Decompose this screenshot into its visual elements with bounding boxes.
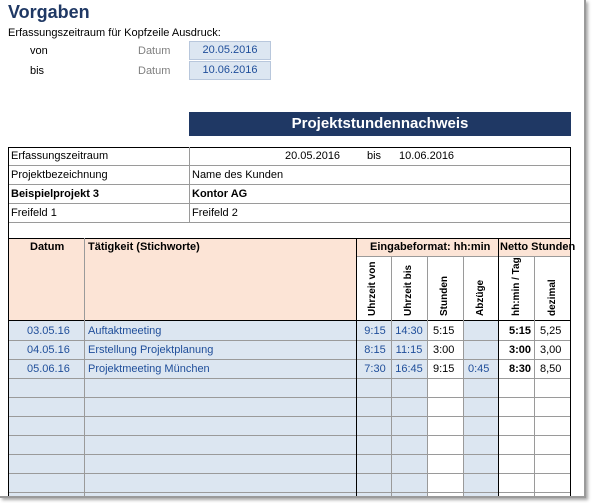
col-stunden: Stunden xyxy=(439,276,450,316)
row-datum[interactable]: 03.05.16 xyxy=(27,325,70,337)
col-abzuege: Abzüge xyxy=(475,279,486,316)
row-von[interactable]: 7:30 xyxy=(364,363,386,375)
row-datum[interactable]: 04.05.16 xyxy=(27,344,70,356)
erfassung-start: 20.05.2016 xyxy=(285,150,341,162)
projekt-name[interactable]: Beispielprojekt 3 xyxy=(11,188,100,200)
col-netto: Netto Stunden xyxy=(500,241,576,253)
row-hhmin: 8:30 xyxy=(508,363,531,375)
row-taetigkeit[interactable]: Erstellung Projektplanung xyxy=(88,344,214,356)
projektbezeichnung-label: Projektbezeichnung xyxy=(11,169,108,181)
bis-date-input[interactable]: 10.06.2016 xyxy=(189,61,271,80)
row-dezimal: 5,25 xyxy=(540,325,562,337)
col-dezimal: dezimal xyxy=(547,279,558,316)
row-hhmin: 3:00 xyxy=(508,344,531,356)
row-datum[interactable]: 05.06.16 xyxy=(27,363,70,375)
bis-label: bis xyxy=(30,65,45,77)
kunde-name[interactable]: Kontor AG xyxy=(192,188,248,200)
row-bis[interactable]: 11:15 xyxy=(395,344,423,356)
col-datum: Datum xyxy=(30,241,65,253)
erfassung-bis: bis xyxy=(367,150,382,162)
row-taetigkeit[interactable]: Projektmeeting München xyxy=(88,363,210,375)
row-stunden: 9:15 xyxy=(433,363,455,375)
col-uhrzeit-von: Uhrzeit von xyxy=(367,261,378,316)
col-taetigkeit: Tätigkeit (Stichworte) xyxy=(88,241,200,253)
kunde-label: Name des Kunden xyxy=(192,169,284,181)
datum-label-von: Datum xyxy=(138,45,171,57)
erfassungszeitraum-label: Erfassungszeitraum xyxy=(11,150,109,162)
row-bis[interactable]: 16:45 xyxy=(395,363,423,375)
col-uhrzeit-bis: Uhrzeit bis xyxy=(403,264,414,316)
freifeld-1[interactable]: Freifeld 1 xyxy=(11,207,57,219)
col-hhmin: hh:min / Tag xyxy=(511,257,522,316)
row-abzuege[interactable]: 0:45 xyxy=(468,363,490,375)
vorgaben-title: Vorgaben xyxy=(8,2,90,22)
report-banner: Projektstundennachweis xyxy=(189,112,571,136)
row-taetigkeit[interactable]: Auftaktmeeting xyxy=(88,325,162,337)
von-label: von xyxy=(30,45,48,57)
row-dezimal: 8,50 xyxy=(540,363,562,375)
row-von[interactable]: 9:15 xyxy=(364,325,386,337)
row-stunden: 5:15 xyxy=(433,325,455,337)
datum-label-bis: Datum xyxy=(138,65,171,77)
row-stunden: 3:00 xyxy=(433,344,455,356)
row-von[interactable]: 8:15 xyxy=(364,344,386,356)
row-dezimal: 3,00 xyxy=(540,344,562,356)
freifeld-2[interactable]: Freifeld 2 xyxy=(192,207,238,219)
erfassung-end: 10.06.2016 xyxy=(399,150,455,162)
vorgaben-subtitle: Erfassungszeitraum für Kopfzeile Ausdruck: xyxy=(8,27,221,39)
col-eingabeformat: Eingabeformat: hh:min xyxy=(370,241,491,253)
row-hhmin: 5:15 xyxy=(508,325,531,337)
von-date-input[interactable]: 20.05.2016 xyxy=(189,41,271,60)
row-bis[interactable]: 14:30 xyxy=(395,325,423,337)
